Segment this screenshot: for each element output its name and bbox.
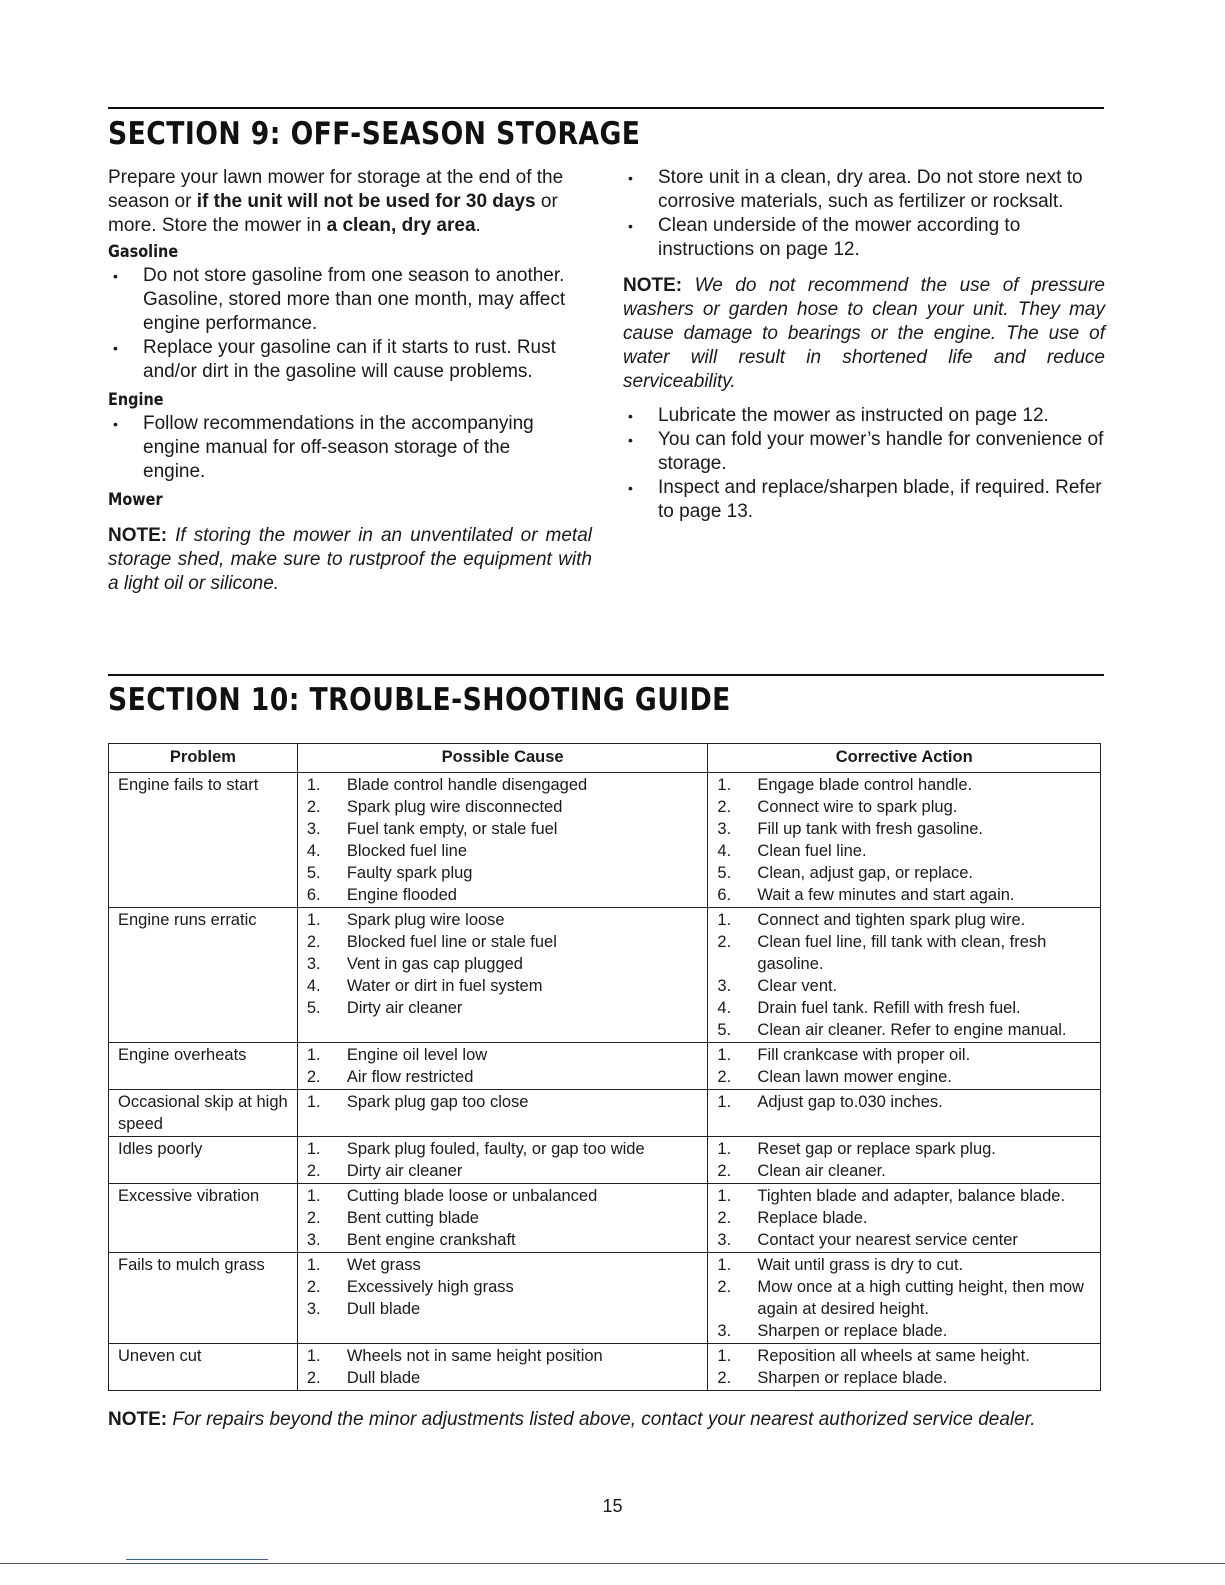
cause-text: Spark plug fouled, faulty, or gap too wide [346, 1140, 645, 1158]
cause-text: Fuel tank empty, or stale fuel [346, 820, 558, 838]
action-list [708, 1138, 1098, 1182]
section-9-left-column [108, 166, 592, 596]
cause-list [298, 909, 706, 1019]
action-item [708, 1066, 1098, 1088]
note-label: NOTE: [108, 1409, 168, 1430]
problem-cell: Fails to mulch grass [109, 1253, 298, 1344]
cause-text: Blade control handle disengaged [346, 776, 588, 794]
action-item [708, 1160, 1098, 1182]
cause-item [298, 1298, 706, 1320]
action-text: Clean lawn mower engine. [757, 1068, 952, 1086]
cause-cell [297, 1253, 708, 1344]
item-number: 1. [717, 1347, 732, 1365]
table-row [109, 1137, 1101, 1184]
cause-text: Blocked fuel line [346, 842, 468, 860]
cause-cell [297, 1344, 708, 1391]
cause-item [298, 862, 706, 884]
item-number: 2. [306, 1068, 321, 1086]
item-number: 2. [306, 798, 321, 816]
cause-item [298, 953, 706, 975]
action-text: Wait a few minutes and start again. [757, 886, 1015, 904]
action-item [708, 862, 1098, 884]
table-header-row [109, 744, 1101, 773]
item-number: 1. [717, 911, 732, 929]
table-row [109, 1253, 1101, 1344]
item-number: 1. [717, 1140, 732, 1158]
cause-cell [297, 1184, 708, 1253]
cause-text: Dirty air cleaner [346, 999, 463, 1017]
cause-text: Dull blade [346, 1369, 421, 1387]
cause-list [298, 1185, 706, 1251]
problem-cell: Excessive vibration [109, 1184, 298, 1253]
cause-item [298, 909, 706, 931]
action-cell [708, 908, 1101, 1043]
action-text: Reposition all wheels at same height. [757, 1347, 1030, 1365]
problem-cell: Uneven cut [109, 1344, 298, 1391]
action-item [708, 975, 1098, 997]
action-item [708, 1229, 1098, 1251]
cause-item [298, 1229, 706, 1251]
table-row [109, 908, 1101, 1043]
action-text: Fill up tank with fresh gasoline. [757, 820, 984, 838]
cause-item [298, 1276, 706, 1298]
cause-list [298, 1254, 706, 1320]
action-text: Adjust gap to.030 inches. [757, 1093, 943, 1111]
action-item [708, 840, 1098, 862]
action-cell [708, 1344, 1101, 1391]
action-cell [708, 1137, 1101, 1184]
cause-item [298, 840, 706, 862]
intro-text-2: or more. Store the mower in [108, 191, 558, 236]
item-number: 1. [306, 1256, 321, 1274]
intro-text: Prepare your lawn mower for storage at the end of the season or [108, 167, 564, 212]
cause-cell [297, 1090, 708, 1137]
water-note [623, 274, 1105, 394]
mower-heading: Mower [108, 490, 163, 510]
cause-list [298, 1044, 706, 1088]
item-number: 4. [306, 842, 321, 860]
section-9-right-column [623, 166, 1105, 524]
maintenance-list [623, 404, 1105, 524]
cause-item [298, 1044, 706, 1066]
section-9-title: SECTION 9: OFF-SEASON STORAGE [108, 116, 641, 152]
item-number: 1. [717, 1256, 732, 1274]
item-number: 1. [717, 1093, 732, 1111]
action-item [708, 1185, 1098, 1207]
storage-list [623, 166, 1105, 262]
cause-item [298, 1254, 706, 1276]
action-item [708, 1320, 1098, 1342]
item-number: 5. [306, 864, 321, 882]
action-cell [708, 1090, 1101, 1137]
item-number: 1. [717, 776, 732, 794]
cause-list [298, 1138, 706, 1182]
item-number: 5. [306, 999, 321, 1017]
action-text: Fill crankcase with proper oil. [757, 1046, 971, 1064]
action-text: Sharpen or replace blade. [757, 1322, 948, 1340]
cause-cell [297, 773, 708, 908]
action-item [708, 1138, 1098, 1160]
action-text: Clean fuel line. [757, 842, 867, 860]
item-number: 4. [306, 977, 321, 995]
intro-bold-days: if the unit will not be used for 30 days [196, 191, 536, 212]
cause-text: Dirty air cleaner [346, 1162, 463, 1180]
cause-text: Wet grass [346, 1256, 421, 1274]
action-item [708, 1254, 1098, 1276]
action-text: Reset gap or replace spark plug. [757, 1140, 996, 1158]
note-text: We do not recommend the use of pressure washers or garden hose to clean your unit. They may cause damage to bearings or the engine. The use of water will result in shortened life and reduce serviceability. [623, 275, 1105, 392]
list-item: • Inspect and replace/sharpen blade, if required. Refer to page 13. [623, 476, 1105, 524]
service-note [108, 1409, 1036, 1431]
cause-item [298, 1185, 706, 1207]
action-cell [708, 1043, 1101, 1090]
cause-item [298, 1207, 706, 1229]
problem-cell: Occasional skip at high speed [109, 1090, 298, 1137]
item-number: 3. [717, 1231, 732, 1249]
header-problem: Problem [109, 744, 298, 773]
item-number: 2. [717, 1278, 732, 1296]
section-10-rule [108, 674, 1104, 676]
item-number: 2. [717, 798, 732, 816]
section-9-rule [108, 107, 1104, 109]
action-text: Clean air cleaner. Refer to engine manual. [757, 1021, 1067, 1039]
action-text: Connect and tighten spark plug wire. [757, 911, 1026, 929]
cause-cell [297, 1137, 708, 1184]
item-number: 2. [306, 1369, 321, 1387]
engine-heading: Engine [108, 390, 164, 410]
note-text: For repairs beyond the minor adjustments listed above, contact your nearest authorized service dealer. [167, 1409, 1036, 1430]
item-number: 2. [306, 1162, 321, 1180]
cause-list [298, 1091, 706, 1113]
list-item: • Clean underside of the mower according to instructions on page 12. [623, 214, 1105, 262]
note-label: NOTE: [623, 275, 683, 296]
troubleshooting-table [108, 743, 1101, 1391]
cause-text: Air flow restricted [346, 1068, 474, 1086]
item-number: 1. [306, 1093, 321, 1111]
item-number: 1. [306, 1347, 321, 1365]
item-number: 5. [717, 864, 732, 882]
item-number: 4. [717, 999, 732, 1017]
item-number: 3. [717, 1322, 732, 1340]
action-list [708, 1254, 1098, 1342]
action-list [708, 1044, 1098, 1088]
cause-text: Blocked fuel line or stale fuel [346, 933, 557, 951]
note-label: NOTE: [108, 525, 168, 546]
action-cell [708, 1253, 1101, 1344]
item-number: 3. [717, 820, 732, 838]
cause-text: Spark plug gap too close [346, 1093, 529, 1111]
action-cell [708, 773, 1101, 908]
action-item [708, 1207, 1098, 1229]
table-row [109, 1344, 1101, 1391]
cause-text: Cutting blade loose or unbalanced [346, 1187, 598, 1205]
item-number: 3. [306, 955, 321, 973]
problem-cell: Engine fails to start [109, 773, 298, 908]
intro-text-3: . [475, 215, 481, 236]
item-number: 1. [306, 1187, 321, 1205]
action-item [708, 1044, 1098, 1066]
action-item [708, 884, 1098, 906]
cause-text: Engine flooded [346, 886, 457, 904]
cause-item [298, 884, 706, 906]
item-number: 2. [306, 933, 321, 951]
action-text: Clean fuel line, fill tank with clean, fresh gasoline. [757, 933, 1047, 973]
item-number: 3. [306, 820, 321, 838]
footer-rule [0, 1563, 1225, 1564]
page-number: 15 [602, 1496, 623, 1516]
item-number: 1. [306, 911, 321, 929]
action-item [708, 774, 1098, 796]
item-number: 4. [717, 842, 732, 860]
cause-cell [297, 1043, 708, 1090]
table-row [109, 773, 1101, 908]
cause-item [298, 796, 706, 818]
cause-text: Excessively high grass [346, 1278, 514, 1296]
item-number: 3. [306, 1300, 321, 1318]
cause-text: Wheels not in same height position [346, 1347, 603, 1365]
intro-paragraph [108, 166, 592, 238]
action-item [708, 1276, 1098, 1320]
item-number: 1. [306, 1046, 321, 1064]
item-number: 2. [717, 1162, 732, 1180]
footer-link-line [126, 1559, 268, 1560]
action-list [708, 1091, 1098, 1113]
list-item: • You can fold your mower’s handle for convenience of storage. [623, 428, 1105, 476]
item-number: 2. [717, 1068, 732, 1086]
cause-item [298, 1160, 706, 1182]
cause-text: Spark plug wire disconnected [346, 798, 563, 816]
action-text: Contact your nearest service center [757, 1231, 1018, 1249]
table-body [109, 773, 1101, 1391]
action-text: Tighten blade and adapter, balance blade. [757, 1187, 1066, 1205]
engine-list [108, 412, 592, 484]
cause-item [298, 1066, 706, 1088]
cause-item [298, 1091, 706, 1113]
list-item: • Replace your gasoline can if it starts to rust. Rust and/or dirt in the gasoline will cause problems. [108, 336, 592, 384]
item-number: 1. [306, 1140, 321, 1158]
action-item [708, 1367, 1098, 1389]
action-text: Engage blade control handle. [757, 776, 973, 794]
intro-bold-area: a clean, dry area [326, 215, 476, 236]
problem-cell: Idles poorly [109, 1137, 298, 1184]
problem-cell: Engine overheats [109, 1043, 298, 1090]
action-item [708, 997, 1098, 1019]
gasoline-heading: Gasoline [108, 242, 179, 262]
cause-item [298, 774, 706, 796]
item-number: 1. [717, 1046, 732, 1064]
action-text: Clear vent. [757, 977, 838, 995]
cause-list [298, 774, 706, 906]
item-number: 2. [717, 1369, 732, 1387]
action-text: Clean, adjust gap, or replace. [757, 864, 973, 882]
cause-text: Dull blade [346, 1300, 421, 1318]
action-item [708, 818, 1098, 840]
mower-note [108, 524, 592, 596]
list-item: • Do not store gasoline from one season to another. Gasoline, stored more than one month, may affect engine performance. [108, 264, 592, 336]
item-number: 1. [717, 1187, 732, 1205]
action-list [708, 1345, 1098, 1389]
item-number: 2. [306, 1278, 321, 1296]
gasoline-list [108, 264, 592, 384]
table-row [109, 1184, 1101, 1253]
list-item: • Store unit in a clean, dry area. Do not store next to corrosive materials, such as fertilizer or rocksalt. [623, 166, 1105, 214]
action-item [708, 796, 1098, 818]
cause-cell [297, 908, 708, 1043]
action-text: Sharpen or replace blade. [757, 1369, 948, 1387]
section-10-title: SECTION 10: TROUBLE-SHOOTING GUIDE [108, 682, 731, 718]
action-list [708, 1185, 1098, 1251]
cause-item [298, 1345, 706, 1367]
cause-item [298, 931, 706, 953]
cause-item [298, 818, 706, 840]
item-number: 2. [717, 1209, 732, 1227]
item-number: 2. [717, 933, 732, 951]
action-text: Clean air cleaner. [757, 1162, 886, 1180]
list-item: • Follow recommendations in the accompanying engine manual for off-season storage of the engine. [108, 412, 562, 484]
action-item [708, 909, 1098, 931]
problem-cell: Engine runs erratic [109, 908, 298, 1043]
item-number: 5. [717, 1021, 732, 1039]
cause-item [298, 1138, 706, 1160]
action-item [708, 1091, 1098, 1113]
header-cause: Possible Cause [297, 744, 708, 773]
cause-text: Bent engine crankshaft [346, 1231, 516, 1249]
item-number: 6. [306, 886, 321, 904]
list-item: • Lubricate the mower as instructed on page 12. [623, 404, 1105, 428]
action-list [708, 909, 1098, 1041]
cause-text: Water or dirt in fuel system [346, 977, 543, 995]
action-cell [708, 1184, 1101, 1253]
action-text: Drain fuel tank. Refill with fresh fuel. [757, 999, 1021, 1017]
cause-text: Spark plug wire loose [346, 911, 505, 929]
cause-text: Vent in gas cap plugged [346, 955, 523, 973]
action-text: Replace blade. [757, 1209, 868, 1227]
action-list [708, 774, 1098, 906]
action-text: Mow once at a high cutting height, then mow again at desired height. [757, 1278, 1084, 1318]
action-item [708, 1019, 1098, 1041]
table-row [109, 1090, 1101, 1137]
item-number: 6. [717, 886, 732, 904]
action-item [708, 931, 1098, 975]
cause-item [298, 975, 706, 997]
item-number: 2. [306, 1209, 321, 1227]
action-item [708, 1345, 1098, 1367]
cause-item [298, 997, 706, 1019]
cause-text: Faulty spark plug [346, 864, 473, 882]
action-text: Connect wire to spark plug. [757, 798, 958, 816]
item-number: 3. [717, 977, 732, 995]
table-row [109, 1043, 1101, 1090]
cause-list [298, 1345, 706, 1389]
header-action: Corrective Action [708, 744, 1101, 773]
cause-text: Bent cutting blade [346, 1209, 479, 1227]
item-number: 1. [306, 776, 321, 794]
action-text: Wait until grass is dry to cut. [757, 1256, 964, 1274]
note-text: If storing the mower in an unventilated or metal storage shed, make sure to rustproof the equipment with a light oil or silicone. [108, 525, 592, 594]
item-number: 3. [306, 1231, 321, 1249]
cause-text: Engine oil level low [346, 1046, 488, 1064]
cause-item [298, 1367, 706, 1389]
